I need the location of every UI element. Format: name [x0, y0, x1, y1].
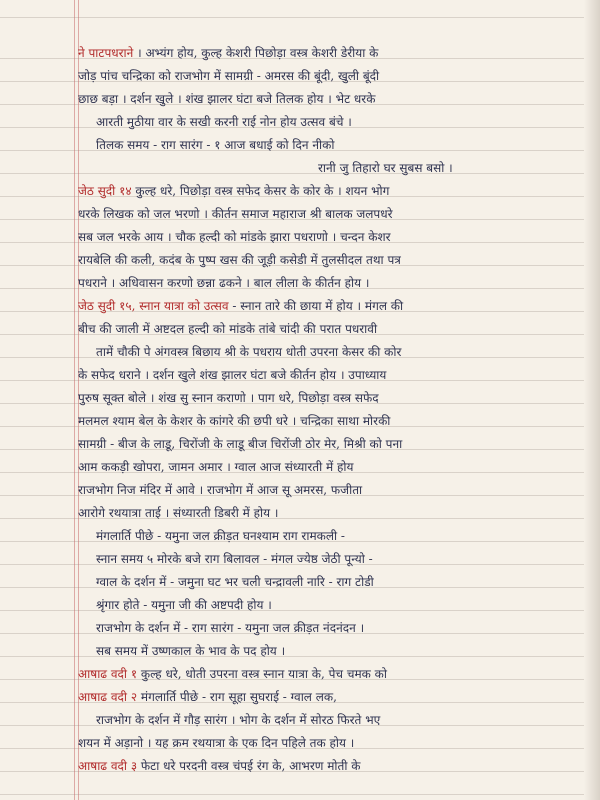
text-line — [78, 42, 584, 65]
heading-date: आषाढ वदी ३ — [78, 759, 138, 773]
text-line: आरोगे रथयात्रा ताई । संध्यारती डिबरी में होय । — [78, 506, 279, 520]
heading-date: जेठ सुदी १५, स्नान यात्रा को उत्सव — [78, 299, 229, 313]
text-line: मंगलार्ति पीछे - यमुना जल क्रीड़त घनश्याम राग रामकली - — [96, 529, 345, 543]
text-line: छाछ बड़ा । दर्शन खुले । शंख झालर घंटा बजे तिलक होय । भेट धरके — [78, 92, 376, 106]
text-line: बीच की जाली में अष्टदल हल्दी को मांडके तांबे चांदी की परात पधरावी — [78, 322, 378, 336]
text-line: रायबेलि की कली, कदंब के पुष्प खस की जूड़ी कसेडी में तुलसीदल तथा पत्र — [78, 253, 401, 267]
text-line: मलमल श्याम बेल के केशर के कांगरे की छपी धरे । चन्द्रिका साथा मोरकी — [78, 414, 391, 428]
text-line: सामग्री - बीज के लाडू, चिरोंजी के लाडू बीज चिरोंजी ठोर मेर, मिश्री को पना — [78, 437, 403, 451]
text-line: पुरुष सूक्त बोले । शंख सु स्नान कराणो । पाग धरे, पिछोड़ा वस्त्र सफेद — [78, 391, 379, 405]
text-line: श्रृंगार होते - यमुना जी की अष्टपदी होय । — [96, 598, 272, 612]
text-line — [78, 686, 584, 709]
heading-date: ने पाटपधराने — [78, 46, 134, 60]
line-body: कुल्ह धरे, धोती उपरना वस्त्र स्नान यात्रा के, पेच चमक को — [137, 667, 387, 681]
line-body: । अभ्यंग होय, कुल्ह केशरी पिछोड़ा वस्त्र केशरी डेरीया के — [133, 46, 379, 60]
text-line: शयन में अड़ानो । यह क्रम रथयात्रा के एक दिन पहिले तक होय । — [78, 736, 355, 750]
text-line — [78, 295, 584, 318]
text-line: तिलक समय - राग सारंग - १ आज बधाई को दिन नीको — [96, 138, 335, 152]
text-line — [78, 755, 584, 778]
line-body: कुल्ह धरे, पिछोड़ा वस्त्र सफेद केसर के कोर के । शयन भोग — [131, 184, 390, 198]
text-line: ग्वाल के दर्शन में - जमुना घट भर चली चन्द्रावली नारि - राग टोडी — [96, 575, 374, 589]
text-line: आम ककड़ी खोपरा, जामन अमार । ग्वाल आज संध्यारती में होय — [78, 460, 354, 474]
text-line: राजभोग के दर्शन में - राग सारंग - यमुना जल क्रीड़त नंदनंदन । — [96, 621, 365, 635]
text-line: स्नान समय ५ मोरके बजे राग बिलावल - मंगल ज्येष्ठ जेठी पून्यो - — [96, 552, 373, 566]
text-line: राजभोग के दर्शन में गौड़ सारंग । भोग के दर्शन में सोरठ फिरते भए — [96, 713, 381, 727]
text-line — [78, 180, 584, 203]
page-edge-shadow — [584, 0, 600, 800]
text-line: पधराने । अधिवासन करणो छन्ना ढकने । बाल लीला के कीर्तन होय । — [78, 276, 370, 290]
text-line: तामें चौकी पे अंगवस्त्र बिछाय श्री के पधराय धोती उपरना केसर की कोर — [96, 345, 402, 359]
text-line: आरती मुठीया वार के सखी करनी राई नोन होय उत्सव बंचे । — [96, 115, 352, 129]
text-line: सब समय में उष्णकाल के भाव के पद होय । — [96, 644, 286, 658]
heading-date: आषाढ वदी २ — [78, 690, 138, 704]
text-line: राजभोग निज मंदिर में आवे । राजभोग में आज सू अमरस, फजीता — [78, 483, 363, 497]
text-line: जोड़ पांच चन्द्रिका को राजभोग में सामग्री - अमरस की बूंदी, खुली बूंदी — [78, 69, 380, 83]
text-line: सब जल भरके आय । चौक हल्दी को मांडके झारा पधराणो । चन्दन केशर — [78, 230, 391, 244]
line-body: - स्नान तारे की छाया में होय । मंगल की — [228, 299, 404, 313]
text-line: धरके लिखक को जल भरणो । कीर्तन समाज महाराज श्री बालक जलपधरे — [78, 207, 393, 221]
heading-date: आषाढ वदी १ — [78, 667, 138, 681]
margin-line — [74, 0, 75, 800]
text-line — [78, 663, 584, 686]
line-body: फेटा धरे परदनी वस्त्र चंपई रंग के, आभरण मोती के — [137, 759, 361, 773]
text-line: के सफेद धराने । दर्शन खुले शंख झालर घंटा बजे कीर्तन होय । उपाध्याय — [78, 368, 387, 382]
heading-date: जेठ सुदी १४ — [78, 184, 132, 198]
text-line: रानी जु तिहारो घर सुबस बसो । — [318, 161, 453, 175]
line-body: मंगलार्ति पीछे - राग सूहा सुघराई - ग्वाल लक, — [137, 690, 337, 704]
handwritten-text-block — [78, 42, 584, 778]
